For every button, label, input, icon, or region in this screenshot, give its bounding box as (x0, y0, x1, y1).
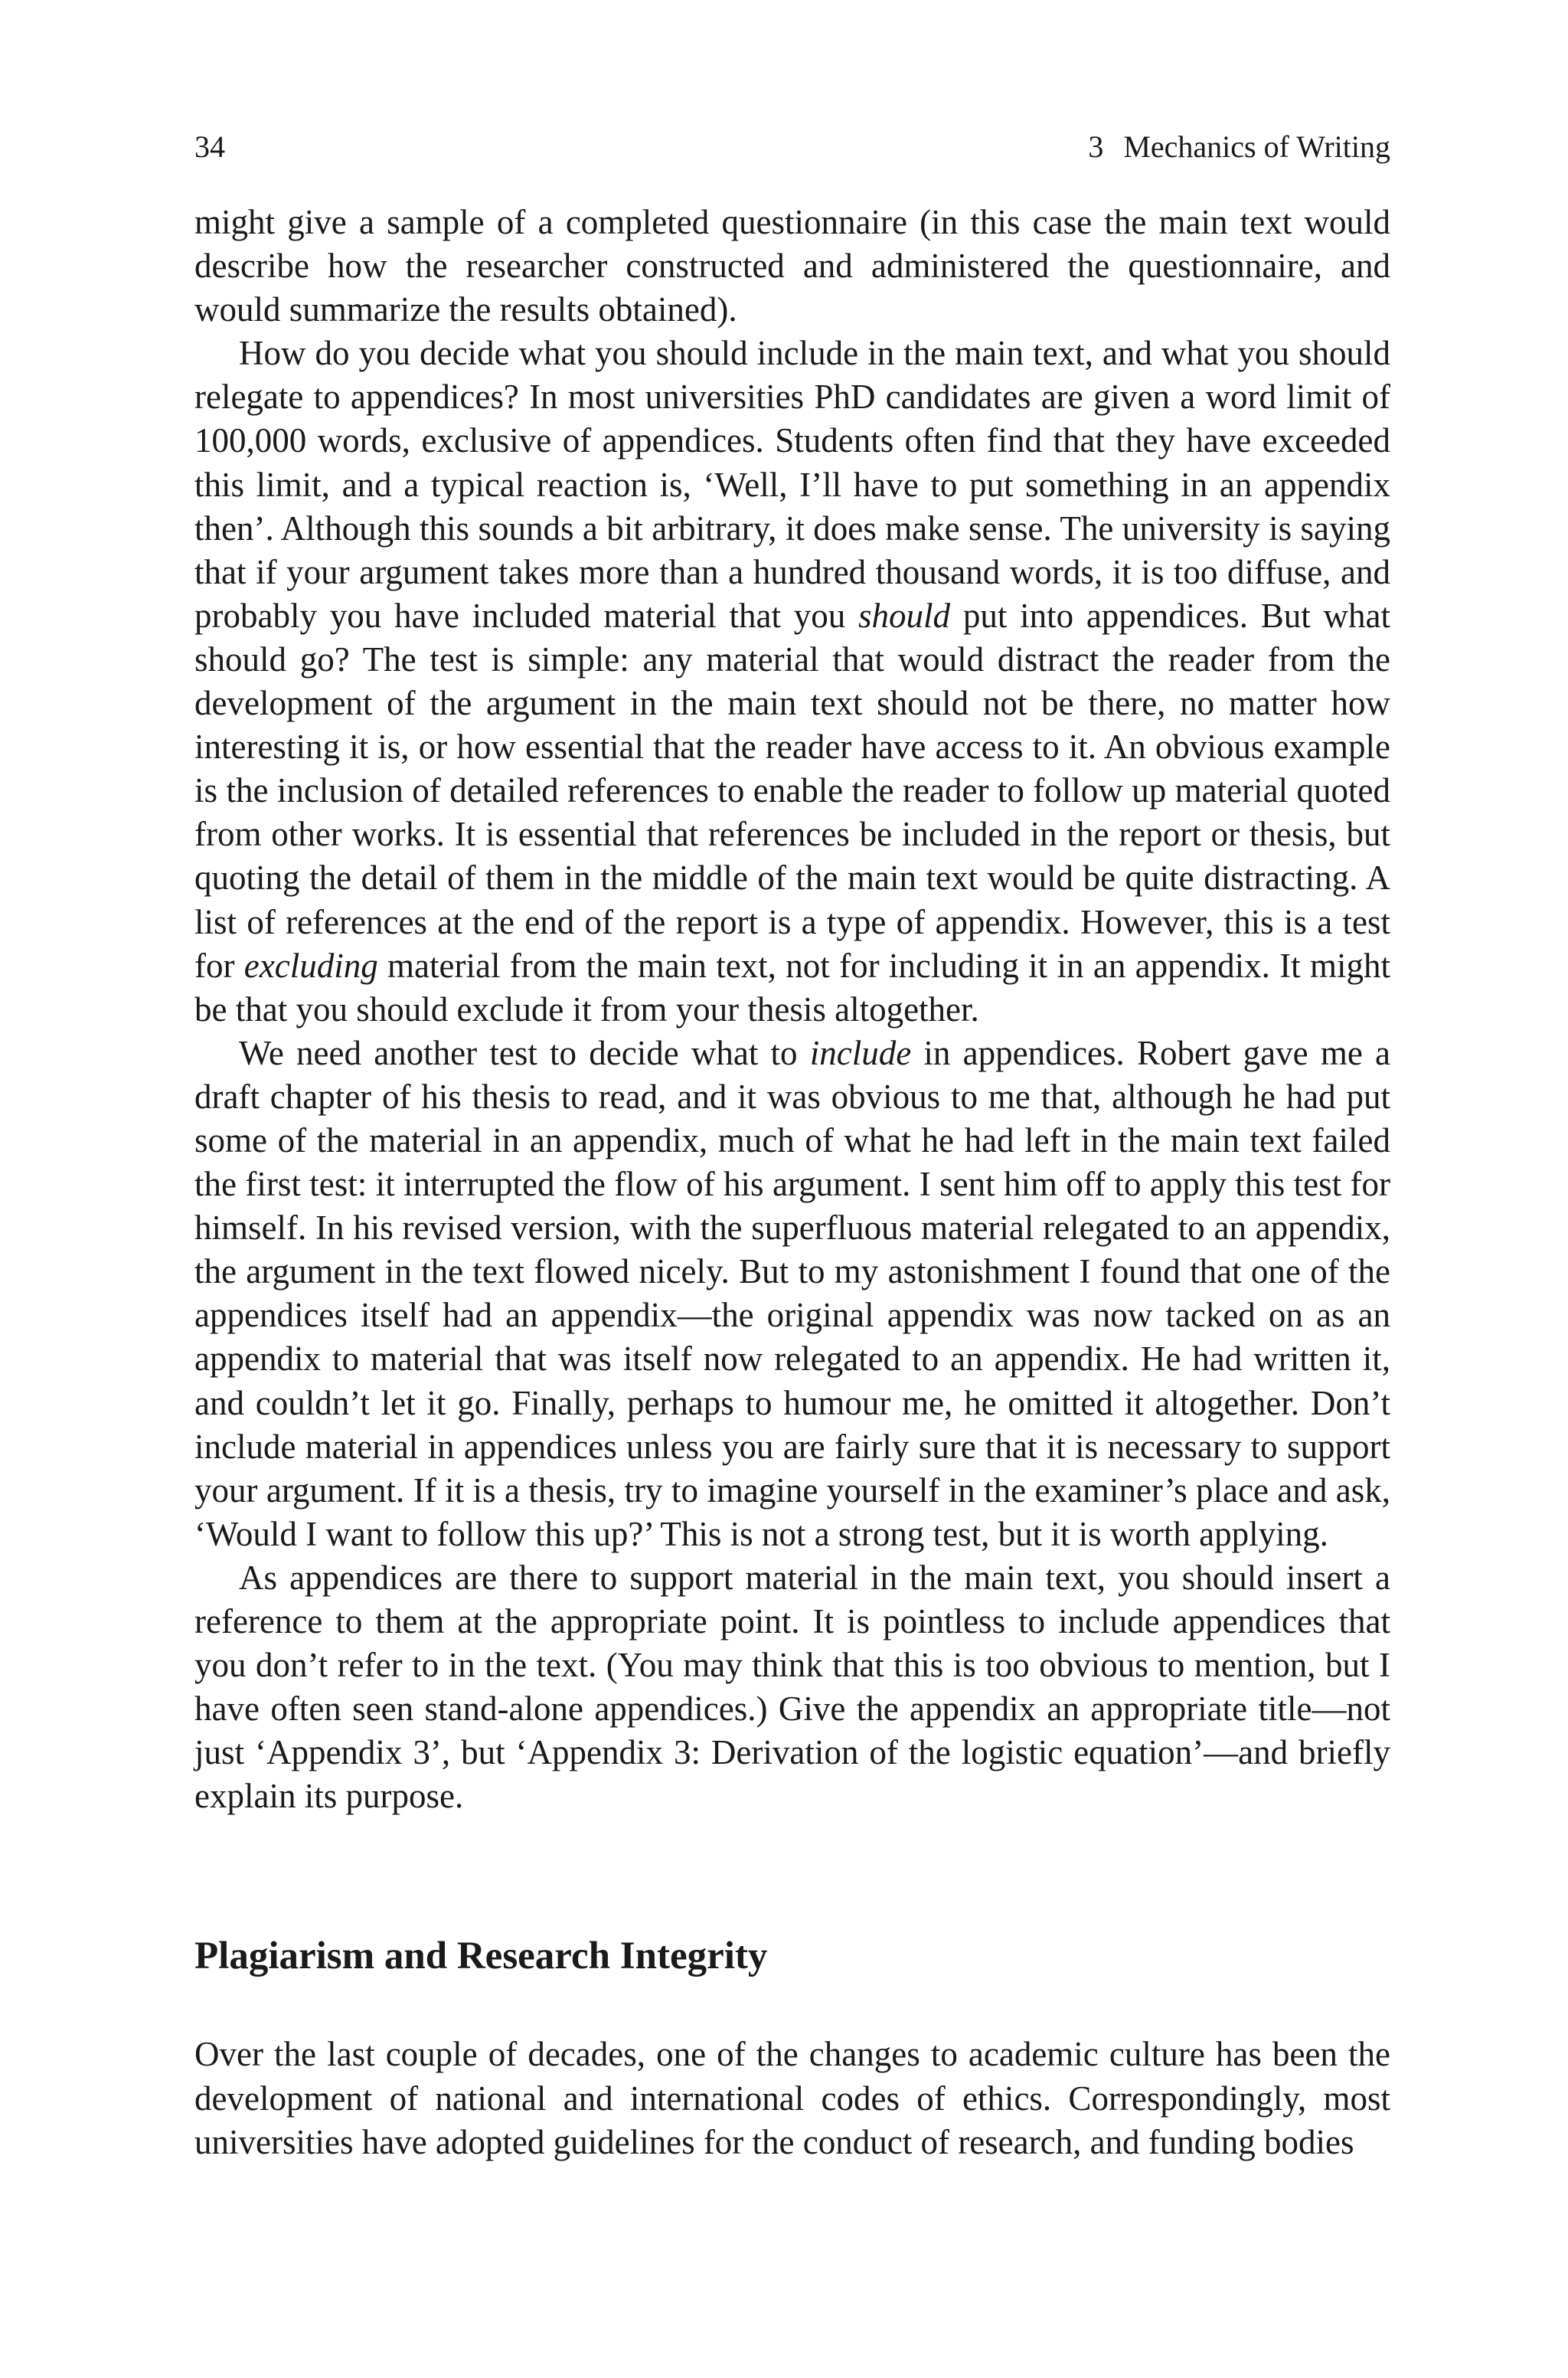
chapter-number: 3 (1088, 129, 1104, 164)
body-text (194, 201, 1390, 2164)
text-run: material from the main text, not for including it in an appendix. It might be that you should exclude it from your thesis altogether. (194, 946, 1390, 1029)
page-number: 34 (194, 129, 225, 164)
text-run: We need another test to decide what to (239, 1033, 810, 1072)
text-run: put into appendices. But what should go? The test is simple: any material that would distract the reader from the development of the argument in the main text should not be there, no matter how interesting it is, or how essential that the reader have access to it. An obvious example is the inclusion of detailed references to enable the reader to follow up material quoted from other works. It is essential that references be included in the report or thesis, but quoting the detail of them in the middle of the main text would be quite distracting. A list of references at the end of the report is a type of appendix. However, this is a test for (194, 596, 1390, 985)
paragraph-appendix-reference (194, 1556, 1390, 1819)
paragraph-continued (194, 201, 1390, 332)
chapter-heading (1088, 130, 1390, 164)
emphasized-text: excluding (243, 946, 378, 985)
text-run: As appendices are there to support material in the main text, you should insert a reference to them at the appropriate point. It is pointless to include appendices that you don’t refer to in the text. (You may think that this is too obvious to mention, but I have often seen stand-alone appendices.) Give the appendix an appropriate title—not just ‘Appendix 3’, but ‘Appendix 3: Derivation of the logistic equation’—and briefly explain its purpose. (194, 1558, 1390, 1816)
paragraph-section-intro: Over the last couple of decades, one of the changes to academic culture has been the development of national and international codes of ethics. Correspondingly, most universities have adopted guidelines for the conduct of research, and funding bodies (194, 2035, 1390, 2161)
text-run: might give a sample of a completed questionnaire (in this case the main text would describe how the researcher constructed and administered the questionnaire, and would summarize the results obtained). (194, 203, 1390, 329)
text-run: How do you decide what you should include in the main text, and what you should relegate to appendices? In most universities PhD candidates are given a word limit of 100,000 words, exclusive of appendices. Students often find that they have exceeded this limit, and a typical reaction is, ‘Well, I’ll have to put something in an appendix then’. Although this sounds a bit arbitrary, it does make sense. The university is saying that if your argument takes more than a hundred thousand words, it is too diffuse, and probably you have included material that you (194, 334, 1390, 635)
section-heading: Plagiarism and Research Integrity (194, 1935, 768, 1978)
text-run: in appendices. Robert gave me a draft chapter of his thesis to read, and it was obvious to me that, although he had put some of the material in an appendix, much of what he had left in the main text failed the first test: it interrupted the flow of his argument. I sent him off to apply this test for himself. In his revised version, with the superfluous material relegated to an appendix, the argument in the text flowed nicely. But to my astonishment I found that one of the appendices itself had an appendix—the original appendix was now tacked on as an appendix to material that was itself now relegated to an appendix. He had written it, and couldn’t let it go. Finally, perhaps to humour me, he omitted it altogether. Don’t include material in appendices unless you are fairly sure that it is necessary to support your argument. If it is a thesis, try to imagine yourself in the examiner’s place and ask, ‘Would I want to follow this up?’ This is not a strong test, but it is worth applying. (194, 1033, 1390, 1553)
paragraph-appendix-decision (194, 332, 1390, 1032)
chapter-title: Mechanics of Writing (1123, 129, 1390, 164)
emphasized-text: include (809, 1033, 912, 1072)
emphasized-text: should (858, 596, 951, 635)
paragraph-include-test (194, 1032, 1390, 1556)
running-head (194, 130, 1390, 164)
